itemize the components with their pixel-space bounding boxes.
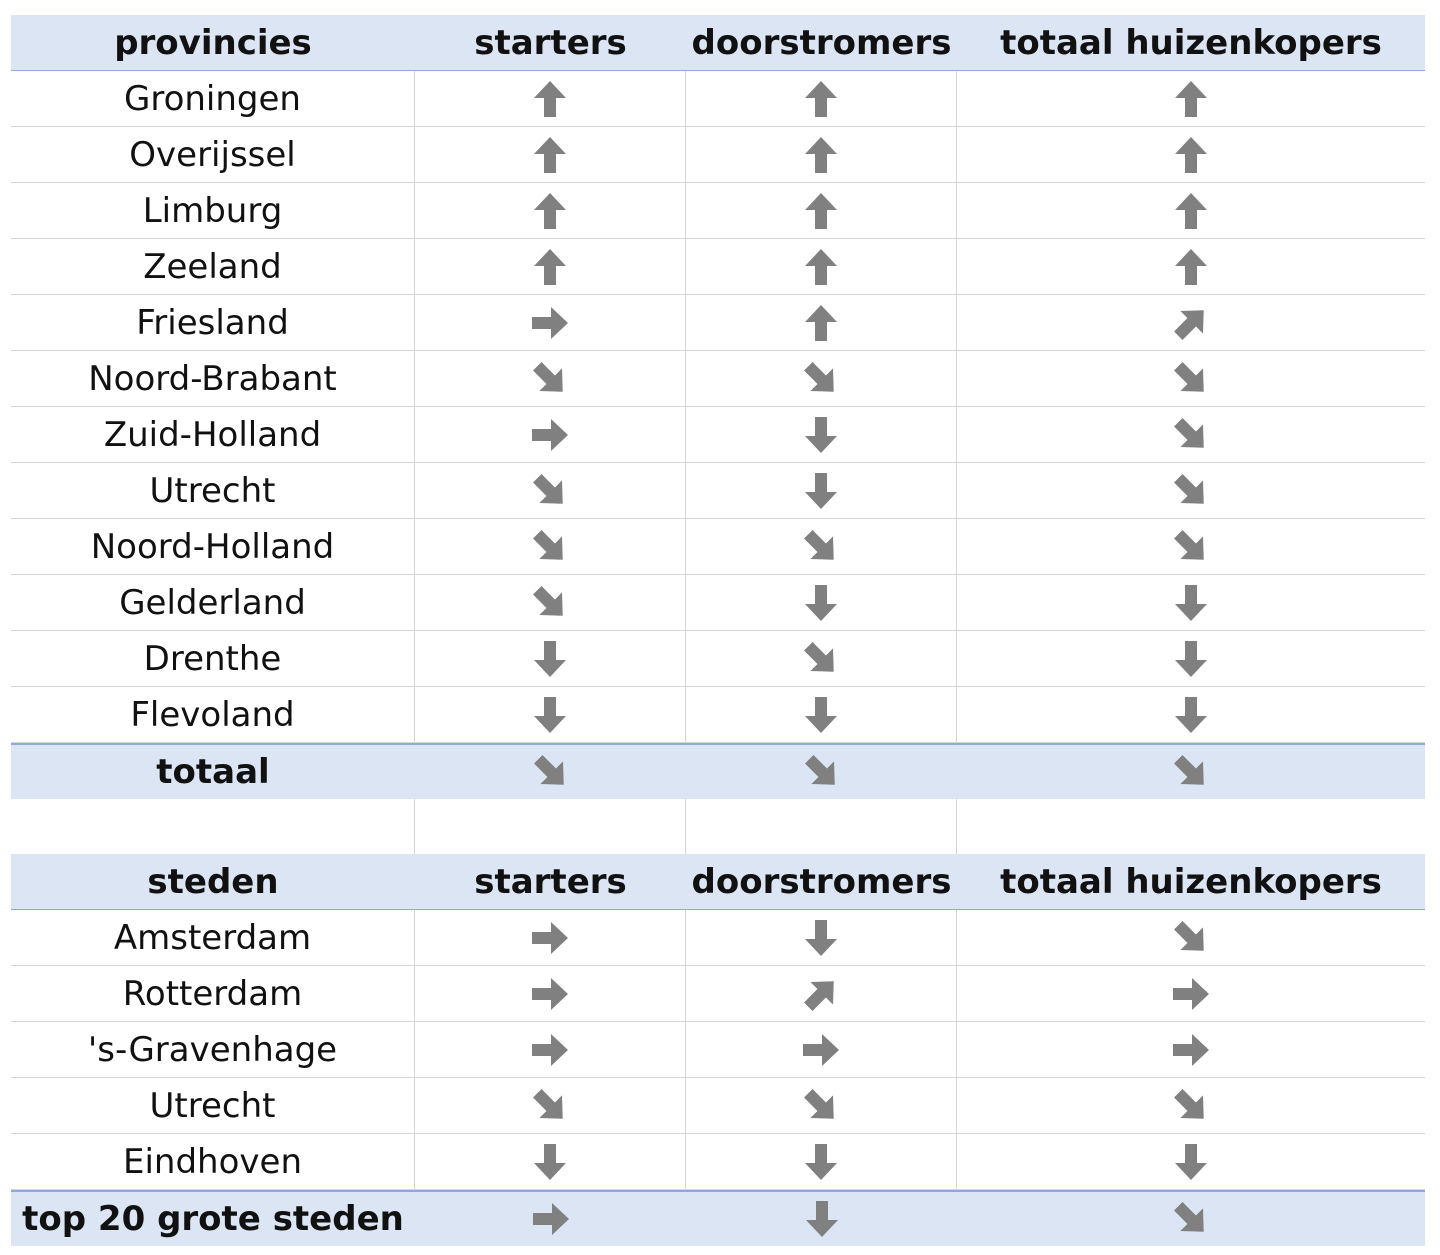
totaal-cell[interactable] <box>957 1022 1425 1077</box>
doorstromers-cell[interactable] <box>686 71 957 126</box>
arrow-down-icon <box>801 1142 841 1182</box>
table-row <box>11 519 1425 575</box>
cities-total-row <box>11 1190 1425 1246</box>
arrow-right-icon <box>1171 974 1211 1014</box>
doorstromers-cell[interactable] <box>686 966 957 1021</box>
provinces-name-cell[interactable]: Overijssel <box>11 127 415 182</box>
totaal-cell[interactable] <box>957 127 1425 182</box>
table-row <box>11 631 1425 687</box>
starters-cell[interactable] <box>415 687 686 742</box>
arrow-up-icon <box>801 247 841 287</box>
arrow-right-icon <box>531 1199 571 1239</box>
starters-cell[interactable] <box>415 1078 686 1133</box>
table-row <box>11 910 1425 966</box>
provinces-name-cell[interactable]: Groningen <box>11 71 415 126</box>
arrow-down-right-icon <box>530 1086 570 1126</box>
totaal-cell[interactable] <box>957 463 1425 518</box>
doorstromers-cell[interactable] <box>686 127 957 182</box>
arrow-down-right-icon <box>801 527 841 567</box>
totaal-cell[interactable] <box>957 239 1425 294</box>
provinces-name-cell[interactable]: Utrecht <box>11 463 415 518</box>
totaal-cell[interactable] <box>957 183 1425 238</box>
starters-cell[interactable] <box>415 1022 686 1077</box>
provinces-header-cell: starters <box>474 22 627 63</box>
starters-cell[interactable] <box>415 1134 686 1189</box>
table-row <box>11 351 1425 407</box>
totaal-cell[interactable] <box>957 519 1425 574</box>
table-row <box>11 463 1425 519</box>
doorstromers-cell[interactable] <box>686 1078 957 1133</box>
provinces-name-cell[interactable]: Gelderland <box>11 575 415 630</box>
doorstromers-cell[interactable] <box>686 1134 957 1189</box>
doorstromers-cell[interactable] <box>686 687 957 742</box>
provinces-name-cell[interactable]: Limburg <box>11 183 415 238</box>
arrow-down-icon <box>801 695 841 735</box>
doorstromers-cell[interactable] <box>686 295 957 350</box>
table-row <box>11 1078 1425 1134</box>
totaal-cell[interactable] <box>957 295 1425 350</box>
cities-name-cell[interactable]: Utrecht <box>11 1078 415 1133</box>
doorstromers-cell[interactable] <box>686 1192 957 1246</box>
arrow-down-right-icon <box>1171 471 1211 511</box>
arrow-right-icon <box>530 918 570 958</box>
arrow-down-right-icon <box>802 752 842 792</box>
arrow-right-icon <box>530 974 570 1014</box>
arrow-down-right-icon <box>530 359 570 399</box>
cities-name-cell[interactable]: Eindhoven <box>11 1134 415 1189</box>
cities-name-cell[interactable]: Amsterdam <box>11 910 415 965</box>
arrow-down-right-icon <box>1171 359 1211 399</box>
totaal-cell[interactable] <box>957 687 1425 742</box>
arrow-down-icon <box>801 471 841 511</box>
empty-cell[interactable] <box>957 799 1425 854</box>
arrow-down-icon <box>1171 1142 1211 1182</box>
starters-cell[interactable] <box>415 575 686 630</box>
arrow-up-icon <box>801 79 841 119</box>
starters-cell[interactable] <box>415 183 686 238</box>
table-row <box>11 1022 1425 1078</box>
provinces-total-row <box>11 743 1425 799</box>
starters-cell[interactable] <box>415 295 686 350</box>
arrow-down-right-icon <box>801 359 841 399</box>
provinces-header-row <box>11 15 1425 71</box>
doorstromers-cell[interactable] <box>686 519 957 574</box>
arrow-up-icon <box>1171 79 1211 119</box>
totaal-cell[interactable] <box>957 1134 1425 1189</box>
provinces-header-cell: totaal huizenkopers <box>1000 22 1382 63</box>
arrow-up-icon <box>530 191 570 231</box>
arrow-down-icon <box>1171 583 1211 623</box>
cities-header-cell: starters <box>474 861 627 902</box>
cities-total-label[interactable]: top 20 grote steden <box>22 1199 404 1239</box>
arrow-down-right-icon <box>531 752 571 792</box>
arrow-up-icon <box>801 135 841 175</box>
arrow-down-icon <box>1171 695 1211 735</box>
provinces-name-cell[interactable]: Flevoland <box>11 687 415 742</box>
arrow-down-right-icon <box>801 1086 841 1126</box>
arrow-down-icon <box>530 695 570 735</box>
arrow-down-right-icon <box>1171 527 1211 567</box>
doorstromers-cell[interactable] <box>686 631 957 686</box>
table-row <box>11 127 1425 183</box>
arrow-right-icon <box>530 415 570 455</box>
table-row <box>11 1134 1425 1190</box>
cities-header-cell: doorstromers <box>691 861 952 902</box>
doorstromers-cell[interactable] <box>686 745 957 799</box>
table-row <box>11 71 1425 127</box>
arrow-down-icon <box>801 415 841 455</box>
doorstromers-cell[interactable] <box>686 463 957 518</box>
arrow-down-right-icon <box>1171 415 1211 455</box>
arrow-up-icon <box>801 303 841 343</box>
arrow-up-icon <box>1171 191 1211 231</box>
empty-cell[interactable] <box>686 799 957 854</box>
provinces-name-cell[interactable]: Drenthe <box>11 631 415 686</box>
table-row <box>11 575 1425 631</box>
table-row <box>11 687 1425 743</box>
doorstromers-cell[interactable] <box>686 1022 957 1077</box>
starters-cell[interactable] <box>415 745 686 799</box>
doorstromers-cell[interactable] <box>686 351 957 406</box>
starters-cell[interactable] <box>415 351 686 406</box>
table-row <box>11 239 1425 295</box>
starters-cell[interactable] <box>415 1192 686 1246</box>
totaal-cell[interactable] <box>957 71 1425 126</box>
arrow-down-right-icon <box>1171 918 1211 958</box>
provinces-total-label[interactable]: totaal <box>156 752 270 792</box>
empty-cell[interactable] <box>11 799 415 854</box>
arrow-down-right-icon <box>1171 1199 1211 1239</box>
provinces-header-cell: provincies <box>114 22 312 63</box>
empty-row <box>11 799 1425 854</box>
starters-cell[interactable] <box>415 966 686 1021</box>
arrow-right-icon <box>530 303 570 343</box>
cities-header-cell: steden <box>147 861 279 902</box>
arrow-down-icon <box>802 1199 842 1239</box>
totaal-cell[interactable] <box>957 910 1425 965</box>
arrow-up-icon <box>1171 247 1211 287</box>
spreadsheet-table <box>11 15 1425 1246</box>
provinces-name-cell[interactable]: Zuid-Holland <box>11 407 415 462</box>
totaal-cell[interactable] <box>957 966 1425 1021</box>
arrow-down-icon <box>1171 639 1211 679</box>
starters-cell[interactable] <box>415 463 686 518</box>
totaal-cell[interactable] <box>957 1078 1425 1133</box>
provinces-header-cell: doorstromers <box>691 22 952 63</box>
arrow-down-icon <box>530 1142 570 1182</box>
arrow-up-icon <box>530 135 570 175</box>
provinces-name-cell[interactable]: Noord-Holland <box>11 519 415 574</box>
starters-cell[interactable] <box>415 910 686 965</box>
table-row <box>11 295 1425 351</box>
arrow-up-icon <box>801 191 841 231</box>
cities-header-row <box>11 854 1425 910</box>
starters-cell[interactable] <box>415 239 686 294</box>
provinces-name-cell[interactable]: Friesland <box>11 295 415 350</box>
totaal-cell[interactable] <box>957 631 1425 686</box>
arrow-down-right-icon <box>530 583 570 623</box>
arrow-up-icon <box>530 79 570 119</box>
totaal-cell[interactable] <box>957 351 1425 406</box>
arrow-up-right-icon <box>801 974 841 1014</box>
totaal-cell[interactable] <box>957 407 1425 462</box>
starters-cell[interactable] <box>415 631 686 686</box>
starters-cell[interactable] <box>415 407 686 462</box>
totaal-cell[interactable] <box>957 575 1425 630</box>
arrow-down-right-icon <box>1171 1086 1211 1126</box>
arrow-down-right-icon <box>530 471 570 511</box>
cities-name-cell[interactable]: Rotterdam <box>11 966 415 1021</box>
arrow-right-icon <box>1171 1030 1211 1070</box>
provinces-name-cell[interactable]: Zeeland <box>11 239 415 294</box>
table-row <box>11 966 1425 1022</box>
cities-name-cell[interactable]: 's-Gravenhage <box>11 1022 415 1077</box>
doorstromers-cell[interactable] <box>686 183 957 238</box>
starters-cell[interactable] <box>415 519 686 574</box>
totaal-cell[interactable] <box>957 1192 1425 1246</box>
arrow-down-right-icon <box>801 639 841 679</box>
arrow-down-icon <box>801 918 841 958</box>
empty-cell[interactable] <box>415 799 686 854</box>
arrow-up-right-icon <box>1171 303 1211 343</box>
starters-cell[interactable] <box>415 127 686 182</box>
arrow-down-right-icon <box>530 527 570 567</box>
starters-cell[interactable] <box>415 71 686 126</box>
doorstromers-cell[interactable] <box>686 407 957 462</box>
arrow-up-icon <box>530 247 570 287</box>
arrow-up-icon <box>1171 135 1211 175</box>
arrow-right-icon <box>801 1030 841 1070</box>
arrow-down-right-icon <box>1171 752 1211 792</box>
table-row <box>11 407 1425 463</box>
provinces-name-cell[interactable]: Noord-Brabant <box>11 351 415 406</box>
arrow-down-icon <box>801 583 841 623</box>
arrow-down-icon <box>530 639 570 679</box>
cities-header-cell: totaal huizenkopers <box>1000 861 1382 902</box>
table-row <box>11 183 1425 239</box>
doorstromers-cell[interactable] <box>686 910 957 965</box>
arrow-right-icon <box>530 1030 570 1070</box>
totaal-cell[interactable] <box>957 745 1425 799</box>
doorstromers-cell[interactable] <box>686 239 957 294</box>
doorstromers-cell[interactable] <box>686 575 957 630</box>
